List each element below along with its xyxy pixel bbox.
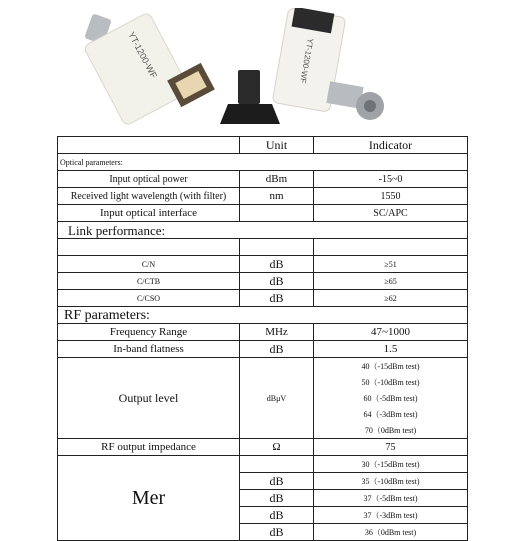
unit-cell: dB — [240, 490, 314, 507]
unit-cell: dB — [240, 256, 314, 273]
product-photo — [60, 8, 476, 136]
mer-value: 35（-10dBm test) — [314, 473, 468, 490]
mer-value: 36（0dBm test) — [314, 524, 468, 541]
unit-cell: MHz — [240, 324, 314, 341]
header-row — [58, 137, 468, 154]
impedance-row — [58, 439, 468, 456]
unit-cell — [240, 456, 314, 473]
output-level-row — [58, 358, 468, 375]
output-level-value: 60（-5dBm test) — [314, 390, 468, 406]
indicator-header: Indicator — [314, 137, 468, 154]
output-level-value: 64（-3dBm test) — [314, 406, 468, 422]
left-device-label: YT-1200-WF — [126, 30, 160, 80]
mer-value: 30（-15dBm test) — [314, 456, 468, 473]
value-cell: 75 — [314, 439, 468, 456]
unit-cell: dB — [240, 290, 314, 307]
optical-section-title: Optical parameters: — [58, 154, 468, 171]
mer-value: 37（-5dBm test) — [314, 490, 468, 507]
link-section-title: Link performance: — [58, 222, 468, 239]
optical-section-row — [58, 154, 468, 171]
unit-cell: dB — [240, 473, 314, 490]
unit-cell: dB — [240, 507, 314, 524]
link-section-row — [58, 222, 468, 239]
spacer-row — [58, 239, 468, 256]
right-optical-receiver-image — [272, 8, 384, 120]
output-level-unit: dBμV — [240, 358, 314, 439]
table-row — [58, 205, 468, 222]
param-label: Input optical interface — [58, 205, 240, 222]
table-row — [58, 171, 468, 188]
table-row — [58, 273, 468, 290]
table-row — [58, 188, 468, 205]
rf-section-row — [58, 307, 468, 324]
mer-label: Mer — [58, 456, 240, 541]
mer-row — [58, 456, 468, 473]
output-level-value: 50（-10dBm test) — [314, 374, 468, 390]
value-cell: ≥51 — [314, 256, 468, 273]
param-label: C/CTB — [58, 273, 240, 290]
output-level-value: 40（-15dBm test) — [314, 358, 468, 375]
param-label: Input optical power — [58, 171, 240, 188]
spec-table — [57, 136, 468, 541]
value-cell: ≥65 — [314, 273, 468, 290]
param-label: RF output impedance — [58, 439, 240, 456]
unit-header: Unit — [240, 137, 314, 154]
param-label: C/N — [58, 256, 240, 273]
unit-cell: dBm — [240, 171, 314, 188]
param-label: In-band flatness — [58, 341, 240, 358]
value-cell: ≥62 — [314, 290, 468, 307]
value-cell: -15~0 — [314, 171, 468, 188]
unit-cell: dB — [240, 341, 314, 358]
dust-cap-image — [220, 70, 280, 124]
value-cell: 47~1000 — [314, 324, 468, 341]
right-device-label: YT-1200-WF — [298, 37, 315, 84]
table-row — [58, 324, 468, 341]
output-level-label: Output level — [58, 358, 240, 439]
output-level-value: 70（0dBm test) — [314, 422, 468, 439]
param-label: Received light wavelength (with filter) — [58, 188, 240, 205]
unit-cell: Ω — [240, 439, 314, 456]
left-optical-receiver-image — [83, 12, 215, 126]
param-label: Frequency Range — [58, 324, 240, 341]
table-row — [58, 290, 468, 307]
unit-cell: dB — [240, 273, 314, 290]
value-cell: SC/APC — [314, 205, 468, 222]
table-row — [58, 256, 468, 273]
value-cell: 1.5 — [314, 341, 468, 358]
unit-cell: nm — [240, 188, 314, 205]
table-row — [58, 341, 468, 358]
mer-value: 37（-3dBm test) — [314, 507, 468, 524]
unit-cell: dB — [240, 524, 314, 541]
unit-cell — [240, 205, 314, 222]
rf-section-title: RF parameters: — [58, 307, 468, 324]
param-label: C/CSO — [58, 290, 240, 307]
value-cell: 1550 — [314, 188, 468, 205]
